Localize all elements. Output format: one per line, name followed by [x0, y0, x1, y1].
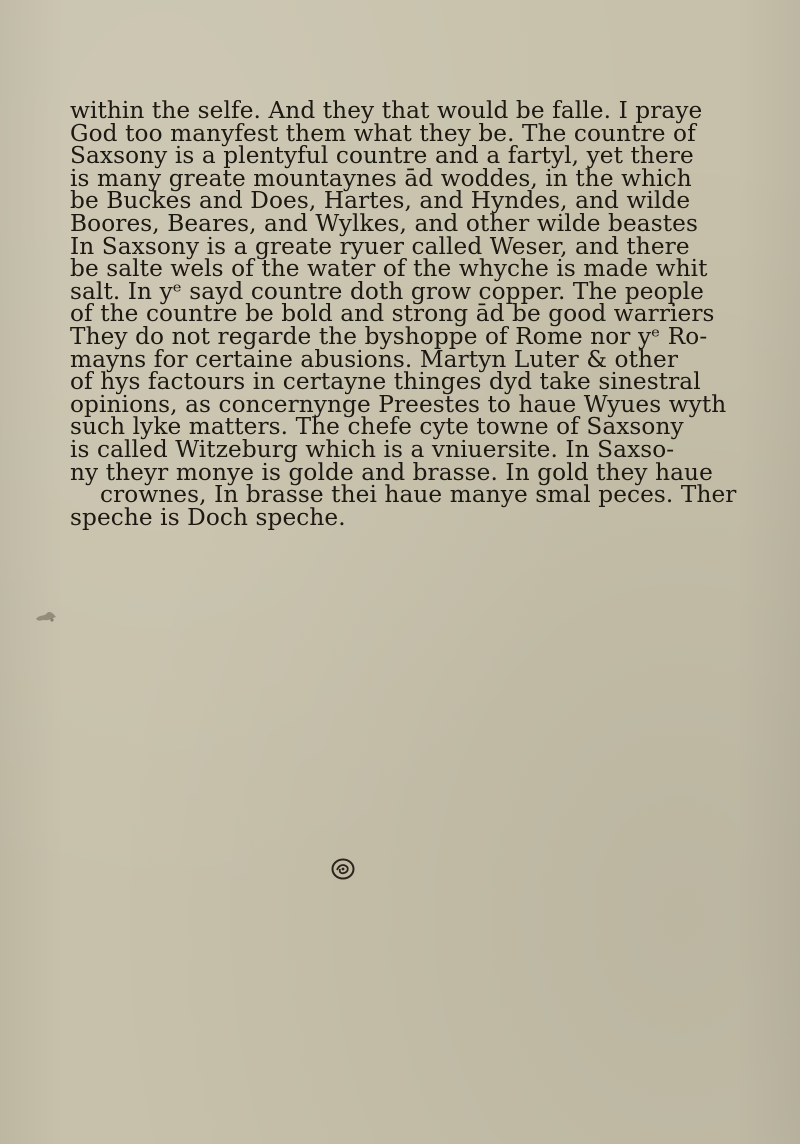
text-line: be Buckes and Does, Hartes, and Hyndes, and wilde: [70, 187, 691, 215]
text-line: is called Witzeburg which is a vniuersite. In Saxso-: [70, 435, 675, 463]
printer-device-icon: [330, 857, 356, 881]
text-line: opinions, as concernynge Preestes to haue Wyues wyth: [70, 390, 727, 418]
text-line: Boores, Beares, and Wylkes, and other wilde beastes: [70, 209, 698, 237]
text-line: mayns for certaine abusions. Martyn Luter & other: [70, 345, 679, 373]
text-line: speche is Doch speche.: [70, 503, 346, 531]
text-line: within the selfe. And they that would be falle. I praye: [70, 97, 703, 124]
ink-smudge-icon: [32, 605, 60, 627]
text-line: is many greate mountaynes ād woddes, in the which: [70, 164, 692, 192]
text-line: such lyke matters. The chefe cyte towne of Saxsony: [70, 413, 684, 441]
text-line: They do not regarde the byshoppe of Rome nor yᵉ Ro-: [70, 322, 708, 350]
text-line: In Saxsony is a greate ryuer called Weser, and there: [70, 232, 690, 260]
text-line: crownes, In brasse thei haue manye smal peces. Ther: [100, 481, 737, 509]
text-line: Saxsony is a plentyful countre and a fartyl, yet there: [70, 142, 694, 170]
text-line: God too manyfest them what they be. The countre of: [70, 119, 696, 147]
text-line: salt. In yᵉ sayd countre doth grow copper. The people: [70, 277, 704, 305]
text-line: of hys factours in certayne thinges dyd take sinestral: [70, 368, 701, 396]
text-line: be salte wels of the water of the whyche is made whit: [70, 255, 708, 283]
text-line: of the countre be bold and strong ād be good warriers: [70, 300, 715, 328]
page-text: [70, 97, 760, 531]
text-line: ny theyr monye is golde and brasse. In gold they haue: [70, 458, 713, 486]
